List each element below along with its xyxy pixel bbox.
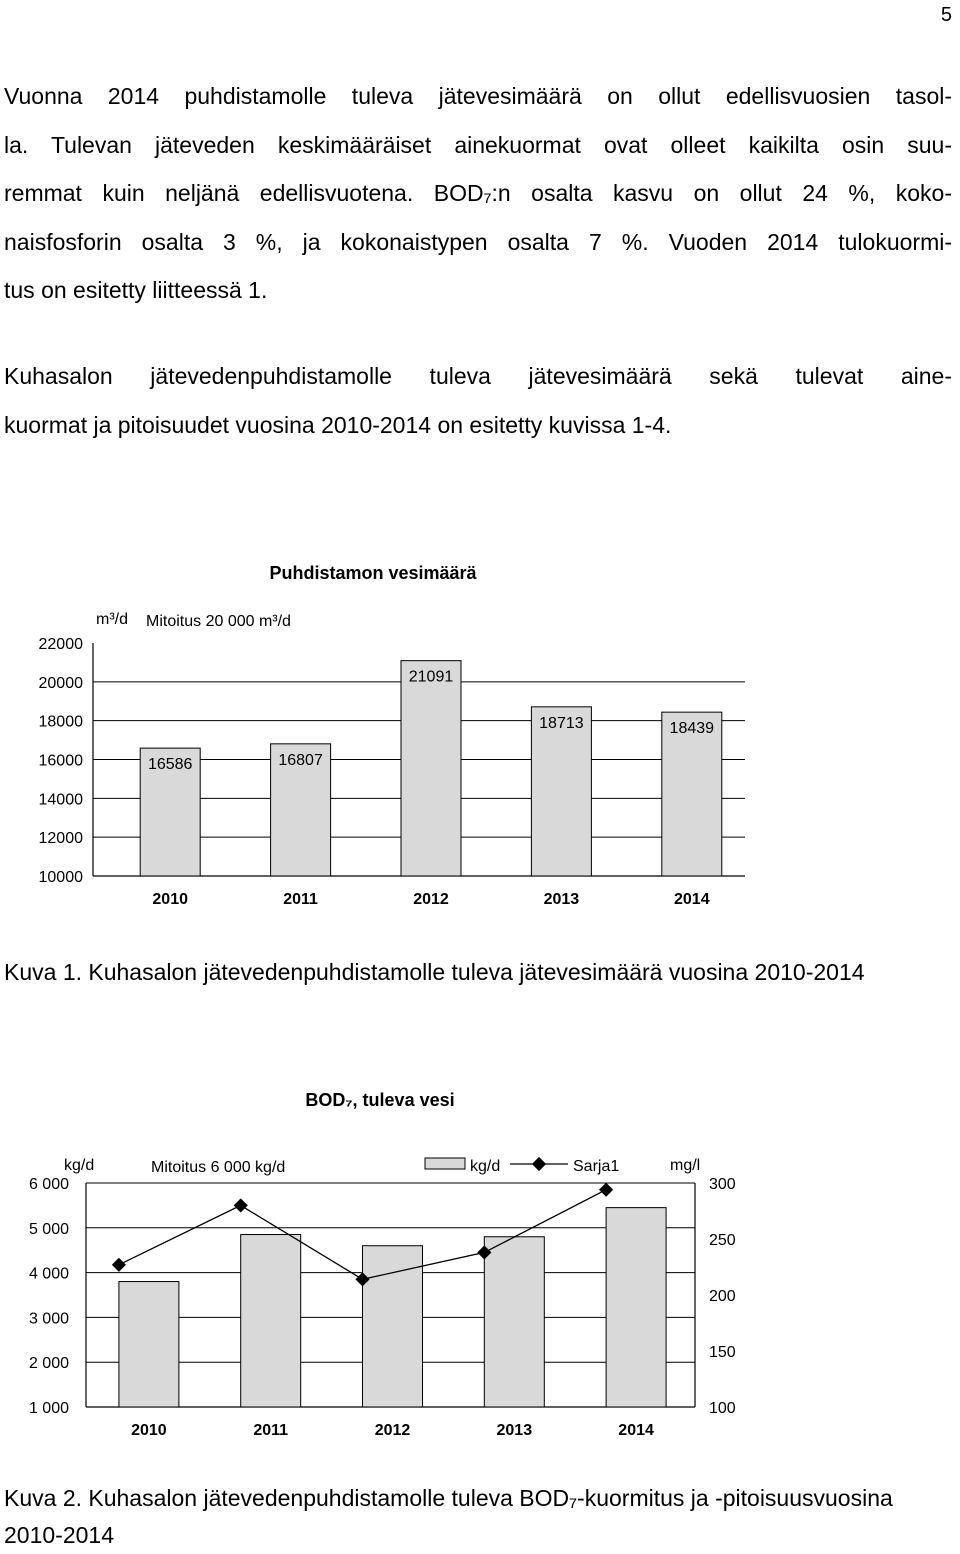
data-label: 18713 bbox=[539, 714, 584, 732]
y-right-tick-label: 200 bbox=[709, 1288, 736, 1305]
bar-2013 bbox=[531, 707, 591, 876]
y-right-tick-label: 300 bbox=[709, 1176, 736, 1193]
y-left-tick-label: 1 000 bbox=[28, 1400, 69, 1417]
legend-item-line: Sarja1 bbox=[573, 1158, 620, 1175]
chart-title: Puhdistamon vesimäärä bbox=[269, 563, 477, 583]
y-tick-label: 20000 bbox=[38, 674, 83, 692]
x-tick-label: 2011 bbox=[283, 891, 318, 908]
y-left-tick-label: 5 000 bbox=[28, 1220, 69, 1238]
bar-2014 bbox=[606, 1208, 666, 1407]
legend-bar-swatch bbox=[425, 1158, 465, 1169]
x-tick-label: 2013 bbox=[543, 891, 580, 908]
chart-title: BOD₇, tuleva vesi bbox=[305, 1090, 455, 1110]
x-tick-label: 2011 bbox=[253, 1422, 289, 1439]
chart-annotation: Mitoitus 20 000 m³/d bbox=[146, 613, 291, 630]
paragraph-1-line: Vuonna 2014 puhdistamolle tuleva jätevesimäärä on ollut edellisvuosien tasol- bbox=[4, 83, 952, 109]
paragraph-1-line: la. Tulevan jäteveden keskimääräiset ainekuormat ovat olleet kaikilta osin suu- bbox=[4, 131, 952, 158]
paragraph-1-line: tus on esitetty liitteessä 1. bbox=[4, 277, 268, 303]
x-tick-label: 2013 bbox=[496, 1422, 533, 1439]
y-right-tick-label: 150 bbox=[709, 1344, 736, 1361]
y-tick-label: 10000 bbox=[38, 869, 83, 886]
x-tick-label: 2012 bbox=[413, 891, 449, 908]
y-left-tick-label: 2 000 bbox=[28, 1355, 69, 1373]
y-left-tick-label: 3 000 bbox=[28, 1310, 69, 1328]
bar-2012 bbox=[401, 661, 461, 876]
y-tick-label: 12000 bbox=[38, 830, 83, 848]
paragraph-1 bbox=[4, 72, 952, 315]
figure-1-caption-line: Kuva 1. Kuhasalon jätevedenpuhdistamolle tuleva jätevesimäärä vuosina 2010- bbox=[4, 959, 814, 985]
figure-1-caption-line: 2014 bbox=[813, 959, 865, 985]
figure-2-caption-line: Kuva 2. Kuhasalon jätevedenpuhdistamolle tuleva BOD₇-kuormitus ja -pitoisuus bbox=[4, 1485, 814, 1511]
page-number: 5 bbox=[940, 4, 952, 26]
y-tick-label: 22000 bbox=[38, 636, 83, 653]
line-point-2010 bbox=[112, 1258, 126, 1272]
y-tick-label: 18000 bbox=[38, 713, 83, 731]
y-right-tick-label: 100 bbox=[709, 1400, 736, 1417]
data-label: 16586 bbox=[147, 756, 193, 774]
chart-water-volume bbox=[0, 548, 960, 908]
bar-2012 bbox=[363, 1246, 423, 1407]
y-axis-right-label: mg/l bbox=[670, 1157, 701, 1174]
paragraph-2 bbox=[4, 352, 952, 449]
data-label: 21091 bbox=[408, 668, 454, 686]
x-tick-label: 2012 bbox=[374, 1422, 411, 1439]
y-left-tick-label: 4 000 bbox=[28, 1265, 69, 1283]
bar-2011 bbox=[241, 1235, 301, 1407]
y-axis-unit-label: m³/d bbox=[96, 611, 128, 628]
paragraph-1-line: naisfosforin osalta 3 %, ja kokonaistypen osalta 7 %. Vuoden 2014 tulokuormi- bbox=[4, 228, 952, 255]
line-point-2014 bbox=[599, 1183, 613, 1197]
paragraph-1-line: remmat kuin neljänä edellisvuotena. BOD₇:n osalta kasvu on ollut 24 %, koko- bbox=[4, 180, 952, 206]
chart-annotation: Mitoitus 6 000 kg/d bbox=[151, 1159, 286, 1176]
bar-2013 bbox=[484, 1237, 544, 1407]
y-axis-left-label: kg/d bbox=[64, 1157, 95, 1174]
figure-2-caption-line: vuosina 2010-2014 bbox=[4, 1485, 893, 1548]
line-point-2011 bbox=[234, 1198, 248, 1212]
x-tick-label: 2010 bbox=[152, 891, 188, 908]
data-label: 16807 bbox=[278, 751, 323, 769]
x-tick-label: 2014 bbox=[674, 891, 710, 908]
legend-marker bbox=[532, 1157, 546, 1171]
paragraph-2-line: kuormat ja pitoisuudet vuosina 2010-2014 on esitetty kuvissa 1-4. bbox=[4, 411, 672, 438]
data-label: 18439 bbox=[669, 720, 715, 738]
x-tick-label: 2014 bbox=[618, 1422, 654, 1439]
x-tick-label: 2010 bbox=[131, 1422, 167, 1439]
paragraph-2-line: Kuhasalon jätevedenpuhdistamolle tuleva jätevesimäärä sekä tulevat aine- bbox=[4, 363, 952, 389]
y-tick-label: 14000 bbox=[38, 791, 83, 809]
legend-item-bar: kg/d bbox=[470, 1158, 501, 1175]
y-tick-label: 16000 bbox=[38, 752, 83, 770]
y-left-tick-label: 6 000 bbox=[28, 1176, 69, 1193]
chart-bod7 bbox=[0, 1076, 960, 1476]
bar-2010 bbox=[119, 1282, 179, 1407]
figure-2-caption bbox=[4, 1480, 954, 1554]
figure-1-caption bbox=[4, 954, 954, 991]
y-right-tick-label: 250 bbox=[709, 1232, 736, 1249]
